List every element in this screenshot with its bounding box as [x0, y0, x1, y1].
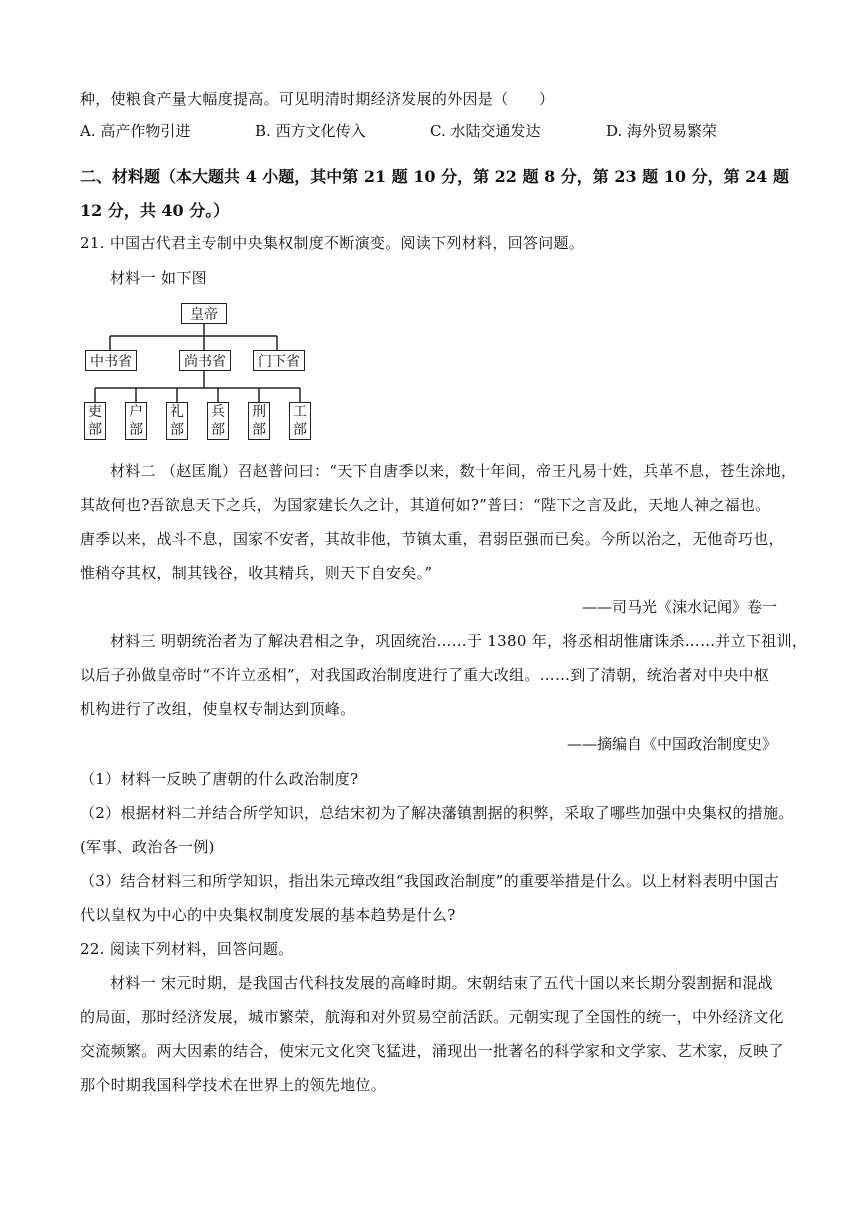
- ministry-char: 部: [293, 422, 307, 438]
- ministry-char: 户: [129, 404, 143, 420]
- ministry-char: 部: [252, 422, 266, 438]
- q21-material2-line: 其故何也?吾欲息天下之兵，为国家建长久之计，其道何如?”普曰：“陛下之言及此，天地人神之福也。: [80, 496, 771, 514]
- ministry-char: 部: [170, 422, 184, 438]
- ministry-char: 部: [88, 422, 102, 438]
- option-a-key: A.: [80, 122, 96, 140]
- ministry-personnel-box: [84, 402, 106, 440]
- ministry-works-box: [289, 402, 311, 440]
- option-b-key: B.: [255, 122, 271, 140]
- zhongshu-box: 中书省: [85, 350, 137, 371]
- ministry-rites-box: [166, 402, 188, 440]
- ministry-char: 礼: [170, 404, 184, 420]
- q22-material1-line: 材料一 宋元时期，是我国古代科技发展的高峰时期。宋朝结束了五代十国以来长期分裂割据和混战: [110, 974, 773, 992]
- ministry-char: 工: [293, 404, 307, 420]
- q21-material2-line: 惟稍夺其权，制其钱谷，收其精兵，则天下自安矣。”: [80, 564, 433, 582]
- q21-material3-line: 以后子孙做皇帝时“不许立丞相”，对我国政治制度进行了重大改组。……到了清朝，统治者对中央中枢: [80, 666, 770, 684]
- ministry-justice-box: [248, 402, 270, 440]
- q21-subquestion-2-cont: (军事、政治各一例): [80, 838, 215, 856]
- q21-material2-source: ——司马光《涑水记闻》卷一: [581, 598, 777, 616]
- ministry-char: 部: [211, 422, 225, 438]
- option-d-text: 海外贸易繁荣: [627, 122, 718, 140]
- shangshu-box: 尚书省: [179, 350, 231, 371]
- q21-material2-line: 唐季以来，战斗不息，国家不安者，其故非他，节镇太重，君弱臣强而已矣。今所以治之，无他奇巧也，: [80, 530, 784, 548]
- option-c-key: C.: [430, 122, 446, 140]
- ministry-war-box: [207, 402, 229, 440]
- q21-material3-line: 机构进行了改组，使皇权专制达到顶峰。: [80, 700, 356, 718]
- q22-material1-line: 的局面，那时经济发展，城市繁荣，航海和对外贸易空前活跃。元朝实现了全国性的统一，中外经济文化: [80, 1008, 784, 1026]
- ministry-char: 兵: [211, 404, 225, 420]
- q21-material3-source: ——摘编自《中国政治制度史》: [566, 735, 777, 753]
- section-heading-line2: 12 分，共 40 分。）: [80, 201, 230, 220]
- q20-stem-tail: 种，使粮食产量大幅度提高。可见明清时期经济发展的外因是（ ）: [80, 90, 555, 108]
- section-heading-line1: 二、材料题（本大题共 4 小题，其中第 21 题 10 分，第 22 题 8 分，第 23 题 10 分，第 24 题: [80, 167, 789, 186]
- ministry-char: 刑: [252, 404, 266, 420]
- option-d-key: D.: [606, 122, 623, 140]
- option-b-text: 西方文化传入: [275, 122, 366, 140]
- q22-material1-line: 交流频繁。两大因素的结合，使宋元文化突飞猛进，涌现出一批著名的科学家和文学家、艺术家，反映了: [80, 1042, 784, 1060]
- ministry-revenue-box: [125, 402, 147, 440]
- q21-material3-line: 材料三 明朝统治者为了解决君相之争，巩固统治……于 1380 年，将丞相胡惟庸诛杀……并立下祖训，: [110, 632, 808, 650]
- menxia-box: 门下省: [253, 350, 305, 371]
- q21-material2-line: 材料二 （赵匡胤）召赵普问曰：“天下自唐季以来，数十年间，帝王凡易十姓，兵革不息，苍生涂地，: [110, 462, 797, 480]
- q21-material1-label: 材料一 如下图: [110, 269, 207, 287]
- emperor-box: 皇帝: [181, 303, 227, 324]
- q21-subquestion-3-cont: 代以皇权为中心的中央集权制度发展的基本趋势是什么?: [80, 906, 456, 924]
- ministry-char: 吏: [88, 404, 102, 420]
- ministry-char: 部: [129, 422, 143, 438]
- option-a-text: 高产作物引进: [100, 122, 191, 140]
- diagram-connector-lines: [0, 0, 860, 460]
- q21-stem: 21. 中国古代君主专制中央集权制度不断演变。阅读下列材料，回答问题。: [80, 234, 585, 252]
- q22-material1-line: 那个时期我国科学技术在世界上的领先地位。: [80, 1076, 387, 1094]
- q21-subquestion-2: （2）根据材料二并结合所学知识，总结宋初为了解决藩镇割据的积弊，采取了哪些加强中央集权的措施。: [80, 804, 794, 822]
- q21-subquestion-3: （3）结合材料三和所学知识，指出朱元璋改组“我国政治制度”的重要举措是什么。以上材料表明中国古: [80, 872, 779, 890]
- q22-stem: 22. 阅读下列材料，回答问题。: [80, 940, 294, 958]
- option-c-text: 水陆交通发达: [450, 122, 541, 140]
- q21-subquestion-1: （1）材料一反映了唐朝的什么政治制度?: [80, 770, 359, 788]
